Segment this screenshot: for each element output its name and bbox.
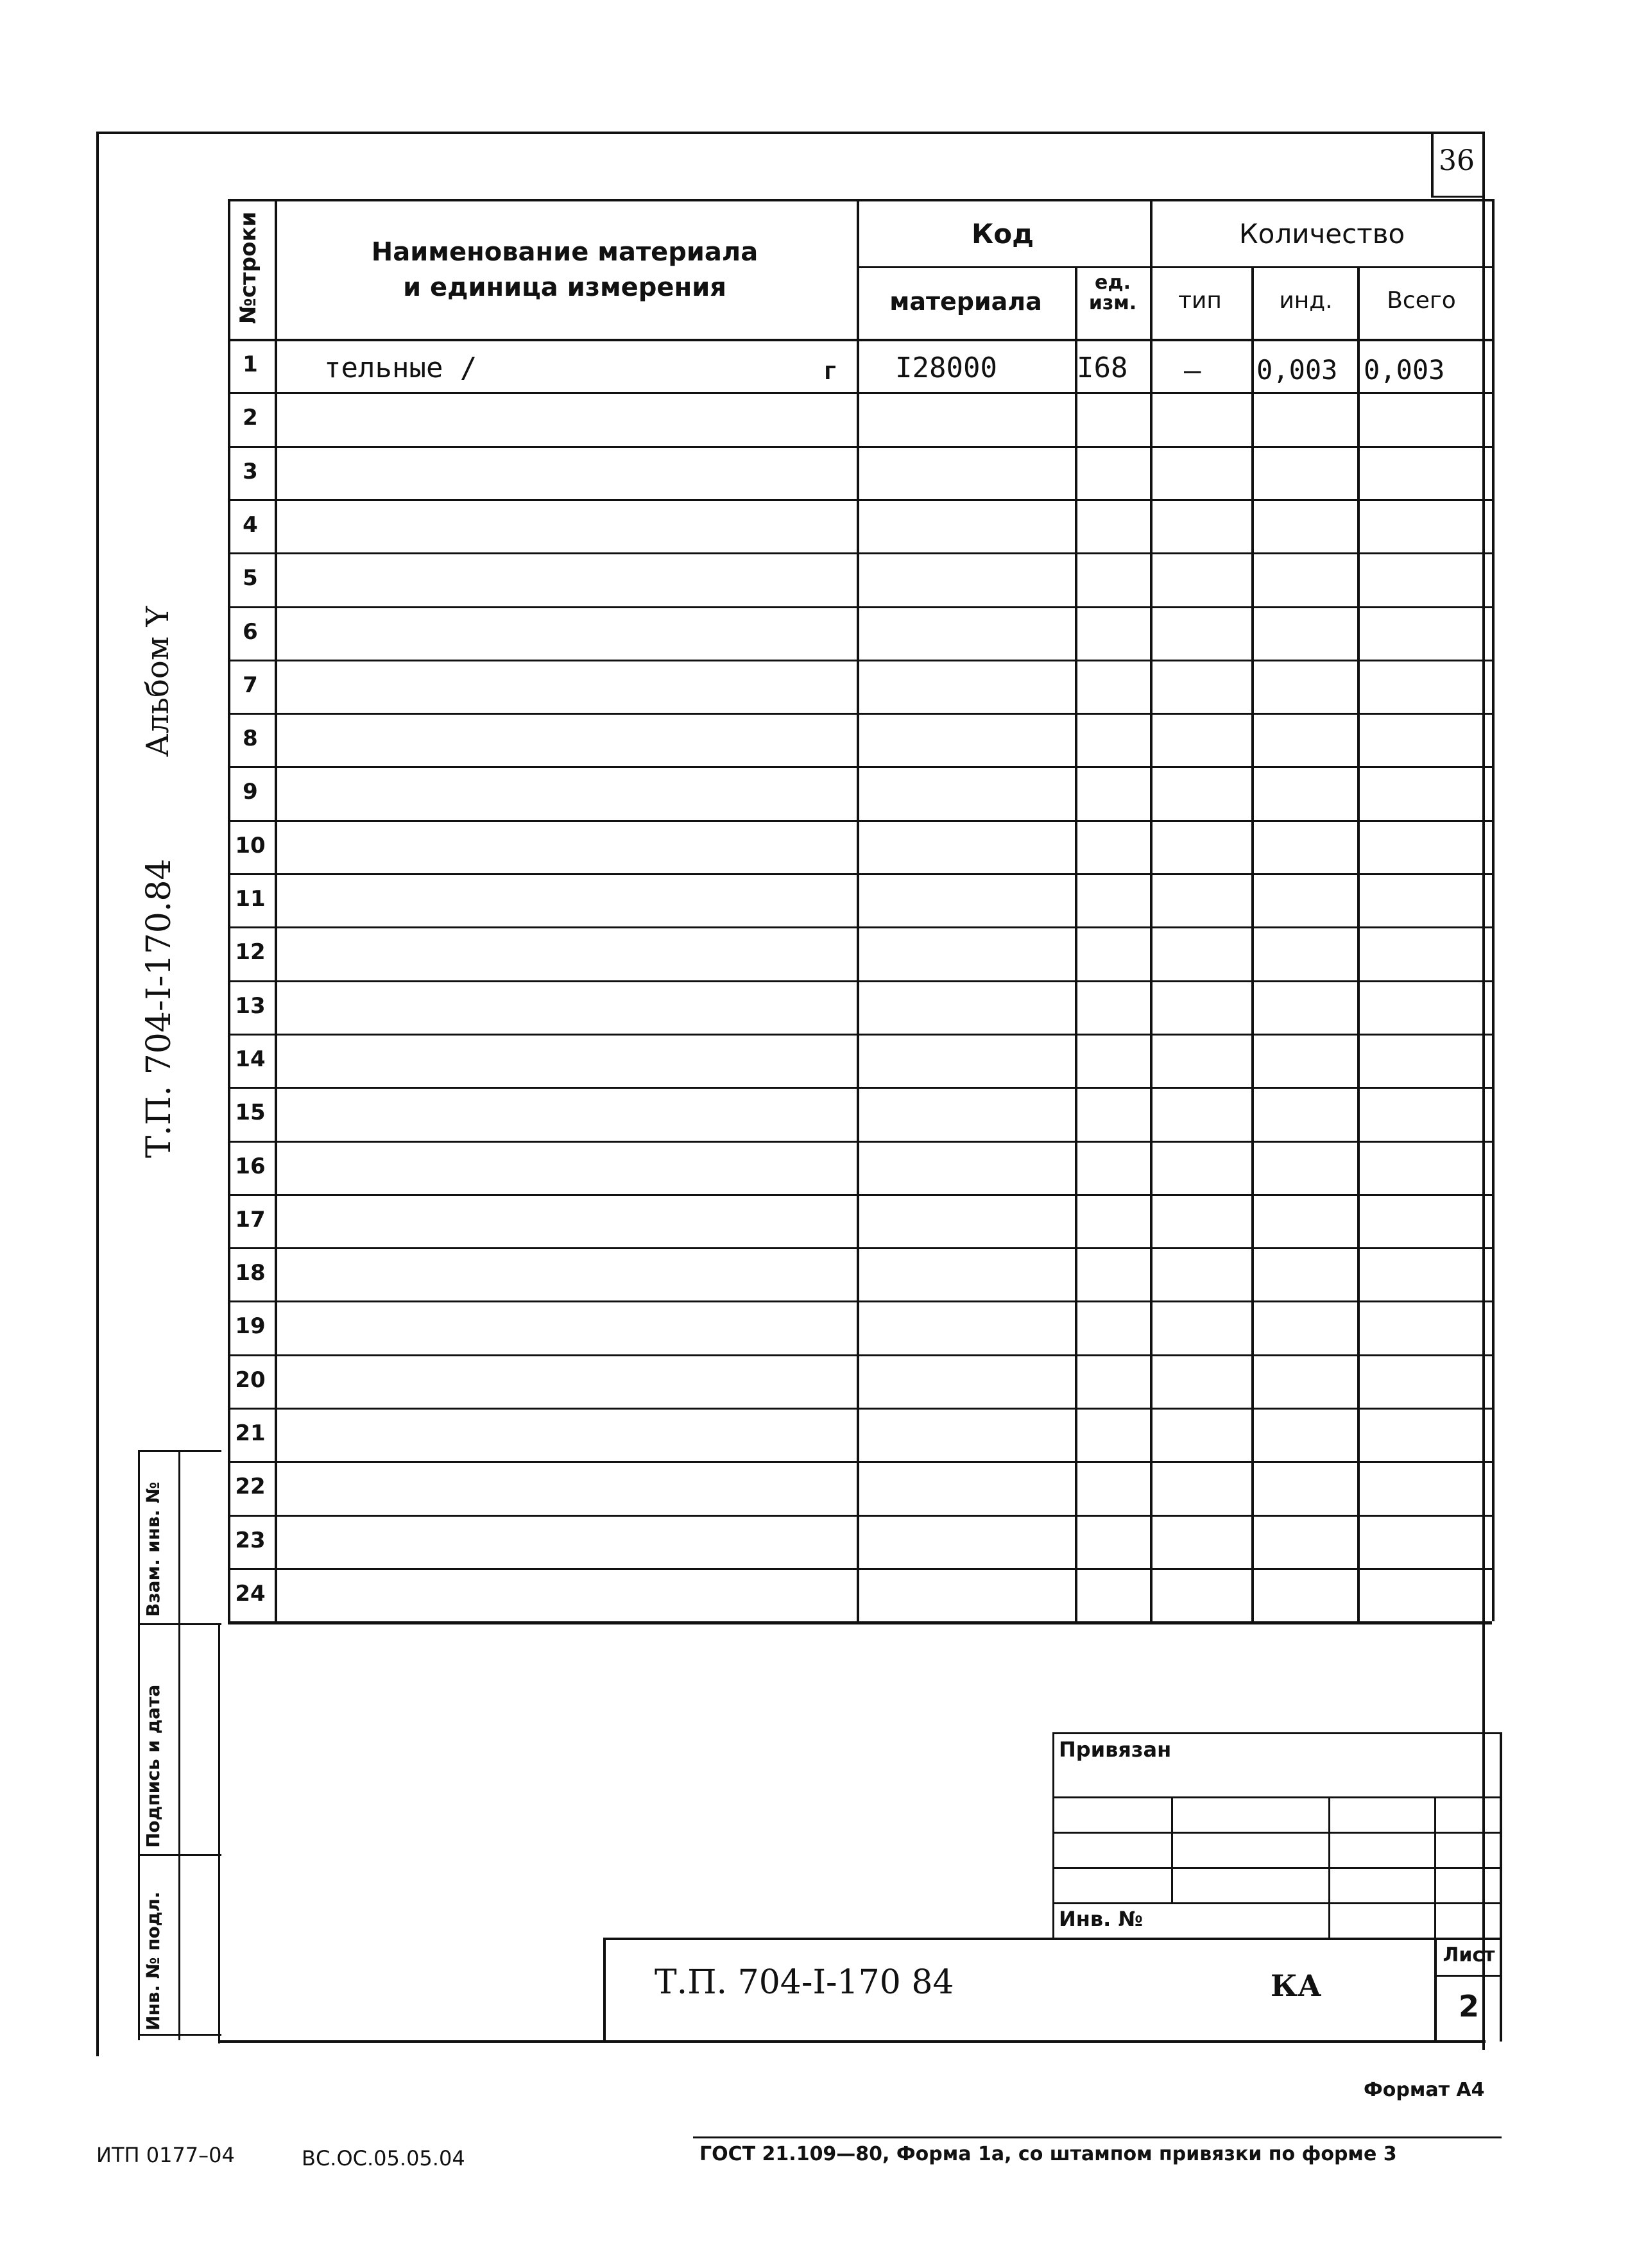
row-number: 20 xyxy=(235,1367,266,1393)
row-number: 23 xyxy=(235,1528,266,1553)
row-divider xyxy=(228,1034,1492,1036)
row-divider xyxy=(228,552,1492,554)
frame-top xyxy=(96,132,1482,134)
stamp-outer-line xyxy=(218,1623,220,2043)
footer-gost: ГОСТ 21.109—80, Форма 1а, со штампом привязки по форме 3 xyxy=(699,2143,1397,2165)
row-divider xyxy=(228,1461,1492,1463)
row-divider xyxy=(228,606,1492,608)
row-number: 15 xyxy=(235,1100,266,1125)
col-border-name xyxy=(857,199,859,1621)
row-divider xyxy=(228,499,1492,501)
row-divider xyxy=(228,446,1492,448)
col-border-rownum xyxy=(275,199,277,1621)
row1-total: 0,003 xyxy=(1364,354,1445,386)
row-number: 8 xyxy=(243,726,258,751)
row-divider xyxy=(228,1087,1492,1089)
row-divider xyxy=(228,1194,1492,1196)
stamp-replace-inv: Взам. инв. № xyxy=(142,1481,164,1617)
frame-right xyxy=(1482,132,1485,2050)
footer-format: Формат А4 xyxy=(1364,2079,1485,2101)
row-number: 6 xyxy=(243,619,258,645)
row-number: 9 xyxy=(243,779,258,805)
bound-label: Привязан xyxy=(1059,1737,1172,1762)
row1-unit-code: I68 xyxy=(1077,352,1128,384)
row-divider xyxy=(228,1568,1492,1570)
row1-material-code: I28000 xyxy=(895,352,997,384)
header-quantity: Количество xyxy=(1238,218,1405,250)
row-number: 18 xyxy=(235,1260,266,1286)
row1-name: тельные / xyxy=(324,352,477,384)
row-divider xyxy=(228,980,1492,982)
row1-unit-symbol: г xyxy=(823,357,838,385)
bound-box-top xyxy=(1052,1732,1502,1734)
col-border-material xyxy=(1075,266,1077,1621)
row-divider xyxy=(228,1408,1492,1410)
main-stamp-left xyxy=(603,1938,606,2042)
sheet-number: 2 xyxy=(1458,1989,1479,2024)
row-divider xyxy=(228,1300,1492,1302)
row-number: 7 xyxy=(243,672,258,698)
row-divider xyxy=(228,1621,1492,1624)
row-number: 13 xyxy=(235,993,266,1019)
stamp-sep-2 xyxy=(138,1854,221,1856)
bound-box-left xyxy=(1052,1732,1054,1938)
row-divider xyxy=(228,1354,1492,1356)
row-number: 4 xyxy=(243,512,258,538)
row-divider xyxy=(228,713,1492,715)
row-divider xyxy=(228,1141,1492,1143)
header-name-line1: Наименование материала xyxy=(371,237,758,267)
sheet-box-left xyxy=(1434,1938,1437,2042)
header-material: материала xyxy=(889,287,1042,316)
stamp-sep-top xyxy=(138,1450,221,1452)
header-name-line2: и единица измерения xyxy=(403,273,726,302)
bound-box-v1 xyxy=(1171,1796,1173,1902)
row-number: 17 xyxy=(235,1207,266,1232)
footer-rule xyxy=(693,2136,1502,2138)
row-number: 11 xyxy=(235,886,266,912)
row-divider xyxy=(228,926,1492,928)
row-number: 24 xyxy=(235,1581,266,1607)
sheet-box-mid xyxy=(1434,1975,1502,1977)
col-border-typ xyxy=(1251,266,1254,1621)
footer-left-code: ИТП 0177–04 xyxy=(96,2143,235,2167)
header-unit: ед. изм. xyxy=(1088,271,1137,314)
col-border-ind xyxy=(1357,266,1360,1621)
row-number: 21 xyxy=(235,1420,266,1446)
main-stamp-top xyxy=(603,1938,1502,1940)
inv-no-label: Инв. № xyxy=(1059,1907,1143,1931)
frame-bottom xyxy=(218,2040,1486,2043)
page-number-box-left xyxy=(1431,132,1434,196)
header-typ: тип xyxy=(1178,287,1222,314)
frame-left xyxy=(96,132,99,2056)
sheet-label: Лист xyxy=(1443,1944,1495,1966)
row-divider xyxy=(228,873,1492,875)
row-divider xyxy=(228,392,1492,394)
col-border-unit xyxy=(1150,199,1152,1621)
row-number: 5 xyxy=(243,565,258,591)
title-mark: КА xyxy=(1271,1968,1322,2003)
header-total: Всего xyxy=(1387,287,1456,314)
bound-box-v2 xyxy=(1328,1796,1330,1938)
header-sub-divider xyxy=(857,266,1492,268)
stamp-col-left xyxy=(138,1450,140,2040)
stamp-sep-bottom xyxy=(138,2034,221,2036)
col-border-right xyxy=(1492,199,1495,1621)
row-number: 14 xyxy=(235,1046,266,1072)
margin-doc-code: Т.П. 704-I-170.84 xyxy=(140,858,178,1158)
header-bottom-border xyxy=(228,339,1492,341)
row-divider xyxy=(228,1515,1492,1517)
row-number: 12 xyxy=(235,939,266,965)
table-top-border xyxy=(228,199,1492,201)
stamp-col-right xyxy=(178,1450,180,2040)
row-number: 16 xyxy=(235,1154,266,1179)
header-ind: инд. xyxy=(1279,287,1333,314)
row-divider xyxy=(228,820,1492,822)
row-divider xyxy=(228,660,1492,661)
page-number: 36 xyxy=(1439,144,1475,177)
page-number-box-bottom xyxy=(1431,196,1482,198)
row-divider xyxy=(228,1247,1492,1249)
footer-mid-code: ВС.ОС.05.05.04 xyxy=(302,2146,465,2170)
stamp-signature-date: Подпись и дата xyxy=(142,1684,164,1848)
header-row-number: №строки xyxy=(236,211,261,324)
row1-typ: – xyxy=(1184,354,1201,387)
margin-album: Альбом Y xyxy=(140,606,176,757)
header-code: Код xyxy=(971,218,1034,250)
row-number: 22 xyxy=(235,1474,266,1499)
row-number: 19 xyxy=(235,1313,266,1339)
row-number: 1 xyxy=(243,352,258,377)
row-number: 2 xyxy=(243,405,258,431)
row-divider xyxy=(228,766,1492,768)
row-number: 3 xyxy=(243,459,258,484)
row1-ind: 0,003 xyxy=(1256,354,1338,386)
stamp-sep-1 xyxy=(138,1623,221,1625)
row-number: 10 xyxy=(235,833,266,858)
stamp-original-inv: Инв. № подл. xyxy=(142,1891,164,2031)
bound-box-v3 xyxy=(1434,1796,1436,1938)
title-doc-number: Т.П. 704-I-170 84 xyxy=(655,1963,954,2002)
